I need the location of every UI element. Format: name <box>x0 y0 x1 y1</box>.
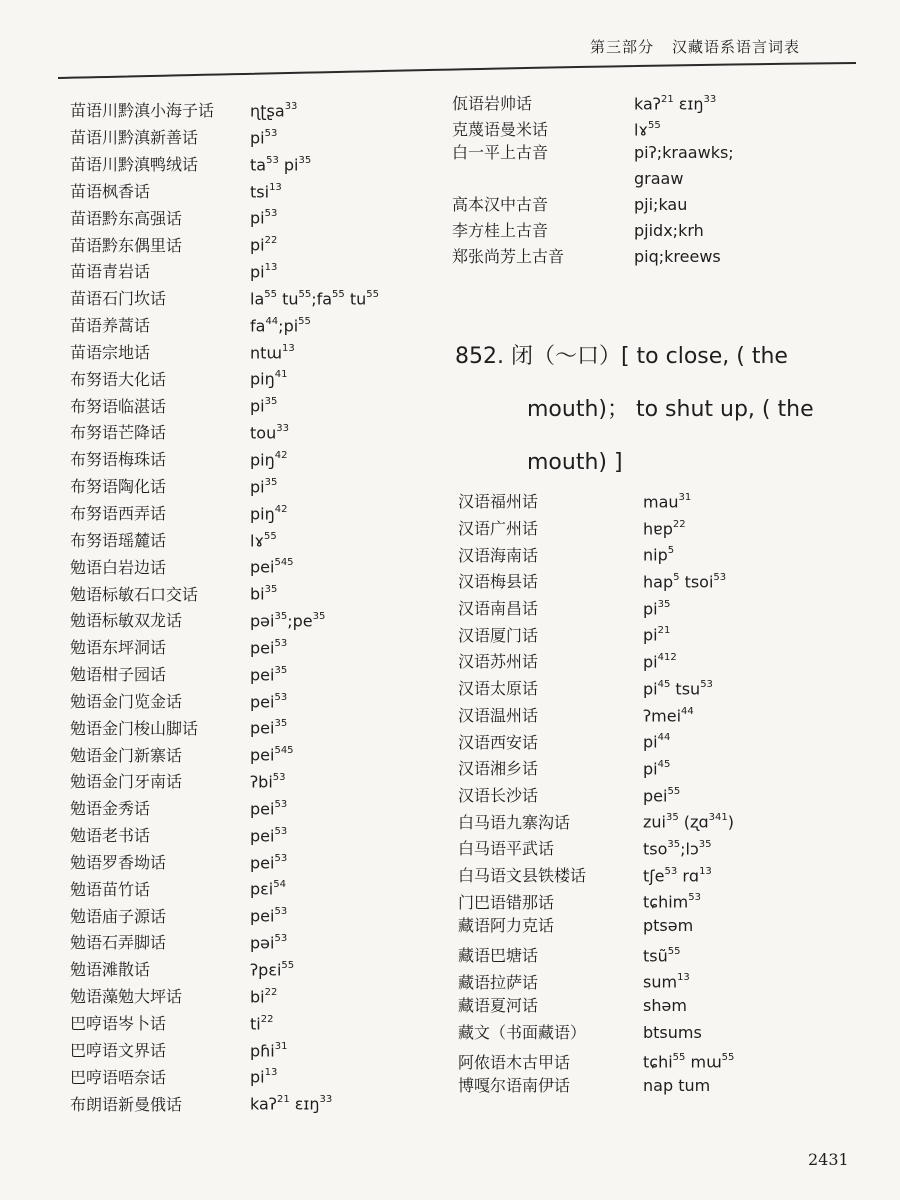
phonetic-form: hɐp$^{22}$ <box>643 518 686 539</box>
phonetic-form: kaʔ$^{21}$ ɛɪŋ$^{33}$ <box>634 94 717 114</box>
language-name: 汉语湘乡话 <box>458 759 539 779</box>
language-name: 巴哼语唔奈话 <box>70 1067 167 1087</box>
phonetic-form: pei$^{53}$ <box>250 691 288 711</box>
phonetic-form: mau$^{31}$ <box>643 492 692 512</box>
phonetic-form: $pi^{53}$ <box>250 127 278 148</box>
phonetic-form: $fa^{44};pi^{55}$ <box>250 315 311 336</box>
language-name: 高本汉中古音 <box>452 195 549 214</box>
list-item <box>452 244 872 270</box>
language-name: 勉语柑子园话 <box>70 665 167 685</box>
phonetic-form: pei$^{545}$ <box>250 557 294 577</box>
list-item <box>452 218 872 244</box>
phonetic-form: graaw <box>634 169 684 188</box>
language-name: 苗语宗地话 <box>70 342 151 362</box>
list-item <box>452 166 872 192</box>
phonetic-form: tsũ$^{55}$ <box>643 945 681 966</box>
list-item <box>70 149 430 176</box>
list-item <box>458 673 878 700</box>
list-item <box>458 753 878 780</box>
phonetic-form: pei$^{53}$ <box>250 906 288 926</box>
phonetic-form: $pi^{45}$ tsu$^{53}$ <box>643 678 713 699</box>
list-item <box>458 860 878 887</box>
phonetic-form: shəm <box>643 996 687 1016</box>
language-name: 白一平上古音 <box>452 143 549 162</box>
list-item <box>70 444 430 471</box>
list-item <box>70 873 430 900</box>
language-name: 勉语老书话 <box>70 826 151 846</box>
header-part: 第三部分 <box>590 38 655 56</box>
phonetic-form: piŋ$^{42}$ <box>250 503 288 523</box>
phonetic-form: $bi^{35}$ <box>250 584 278 604</box>
language-name: 苗语石门坎话 <box>70 289 167 309</box>
list-item <box>70 471 430 498</box>
list-item <box>458 780 878 807</box>
list-item <box>458 513 878 540</box>
list-item <box>458 833 878 860</box>
phonetic-form: pəi$^{53}$ <box>250 933 288 953</box>
list-item <box>458 886 878 913</box>
phonetic-form: $pi^{53}$ <box>250 208 278 228</box>
language-name: 汉语南昌话 <box>458 599 539 619</box>
language-name: 汉语苏州话 <box>458 652 539 672</box>
language-name: 汉语广州话 <box>458 519 539 539</box>
language-name: 布努语临湛话 <box>70 396 167 416</box>
list-item <box>458 486 878 513</box>
language-name: 克蔑语曼米话 <box>452 120 549 140</box>
phonetic-form: tso$^{35}$;lɔ$^{35}$ <box>643 838 712 859</box>
language-name: 白马语九寨沟话 <box>458 812 571 832</box>
phonetic-form: ntɯ$^{13}$ <box>250 342 295 362</box>
phonetic-form: pjidx;krh <box>634 221 704 240</box>
entry-number: 852. <box>455 344 504 369</box>
phonetic-form: $bi^{22}$ <box>250 986 278 1007</box>
list-item <box>70 202 430 229</box>
list-item <box>70 310 430 337</box>
list-item <box>70 927 430 954</box>
phonetic-form: piʔ;kraawks; <box>634 143 734 162</box>
language-name: 苗语青岩话 <box>70 262 151 282</box>
list-item <box>458 966 878 993</box>
phonetic-form: pji;kau <box>634 195 688 214</box>
language-name: 佤语岩帅话 <box>452 94 533 114</box>
list-item <box>458 993 878 1020</box>
list-item <box>70 981 430 1008</box>
language-name: 勉语金门梭山脚话 <box>70 718 199 738</box>
language-name: 勉语金秀话 <box>70 799 151 819</box>
language-name: 汉语温州话 <box>458 705 539 725</box>
list-item <box>70 632 430 659</box>
phonetic-form: ɳʈʂa$^{33}$ <box>250 101 298 121</box>
list-item <box>70 283 430 310</box>
phonetic-form: $ta^{53}$ $pi^{35}$ <box>250 154 312 175</box>
list-item <box>458 726 878 753</box>
language-name: 苗语川黔滇小海子话 <box>70 101 215 121</box>
running-header <box>590 36 890 57</box>
list-item <box>70 1008 430 1035</box>
phonetic-form: nap tum <box>643 1076 711 1096</box>
language-name: 博嘎尔语南伊话 <box>458 1076 571 1096</box>
phonetic-form: ptsəm <box>643 916 694 935</box>
phonetic-form: pei$^{53}$ <box>250 637 288 658</box>
list-item <box>70 417 430 444</box>
phonetic-form: hap$^5$ tsoi$^{53}$ <box>643 572 727 592</box>
language-name: 苗语黔东偶里话 <box>70 235 183 255</box>
list-item <box>458 646 878 673</box>
list-item <box>458 619 878 646</box>
phonetic-form: $pəi^{35};pe^{35}$ <box>250 611 326 631</box>
list-item <box>458 913 878 940</box>
language-name: 布努语芒降话 <box>70 423 167 443</box>
list-item <box>70 256 430 283</box>
page-number: 2431 <box>808 1150 849 1169</box>
language-name: 布努语陶化话 <box>70 477 167 497</box>
phonetic-form: pɛi$^{54}$ <box>250 879 286 899</box>
language-name: 藏文（书面藏语） <box>458 1022 587 1042</box>
list-item <box>70 525 430 552</box>
phonetic-form: $ti^{22}$ <box>250 1013 274 1034</box>
list-item <box>70 337 430 364</box>
phonetic-form: $pi^{35}$ <box>250 396 278 416</box>
entry-gloss-line3: mouth) ] <box>527 450 623 475</box>
list-item <box>70 793 430 820</box>
phonetic-form: tɕhi$^{55}$ mɯ$^{55}$ <box>643 1052 735 1072</box>
language-name: 汉语梅县话 <box>458 572 539 592</box>
phonetic-form: lɤ$^{55}$ <box>634 120 661 140</box>
phonetic-form: pei$^{35}$ <box>250 718 288 738</box>
list-item <box>70 176 430 203</box>
phonetic-form: pei$^{53}$ <box>250 852 288 872</box>
language-name: 白马语文县铁楼话 <box>458 865 587 885</box>
language-name: 藏语夏河话 <box>458 996 539 1016</box>
language-name: 布朗语新曼俄话 <box>70 1094 183 1114</box>
phonetic-form: tɕhim$^{53}$ <box>643 892 701 912</box>
language-name: 郑张尚芳上古音 <box>452 247 565 266</box>
language-name: 勉语藻勉大坪话 <box>70 987 183 1007</box>
phonetic-form: sum$^{13}$ <box>643 972 690 992</box>
language-name: 勉语东坪洞话 <box>70 638 167 658</box>
list-item <box>70 95 430 122</box>
phonetic-form: tsi$^{13}$ <box>250 181 282 201</box>
language-name: 藏语拉萨话 <box>458 972 539 992</box>
language-name: 勉语标敏石口交话 <box>70 584 199 604</box>
list-item <box>452 88 872 114</box>
language-name: 勉语白岩边话 <box>70 557 167 577</box>
language-name: 勉语罗香坳话 <box>70 852 167 872</box>
list-item <box>70 578 430 605</box>
language-name: 苗语川黔滇新善话 <box>70 128 199 148</box>
entry-gloss-line1: 闭（～口）[ to close, ( the <box>510 344 788 369</box>
phonetic-form: zui$^{35}$ (ʐɑ$^{341}$) <box>643 812 734 832</box>
language-name: 藏语阿力克话 <box>458 916 555 935</box>
list-item <box>452 192 872 218</box>
language-name: 勉语石弄脚话 <box>70 933 167 953</box>
phonetic-form: piŋ$^{41}$ <box>250 369 288 389</box>
language-name: 苗语川黔滇鸭绒话 <box>70 155 199 175</box>
right-column-bottom <box>458 486 878 1100</box>
list-item <box>458 806 878 833</box>
left-column <box>70 95 430 1115</box>
list-item <box>70 390 430 417</box>
phonetic-form: pei$^{53}$ <box>250 798 288 819</box>
language-name: 布努语梅珠话 <box>70 450 167 470</box>
list-item <box>70 1035 430 1062</box>
phonetic-form: piq;kreews <box>634 247 721 266</box>
list-item <box>70 766 430 793</box>
list-item <box>70 1088 430 1115</box>
language-name: 汉语长沙话 <box>458 785 539 805</box>
language-name: 布努语大化话 <box>70 369 167 389</box>
phonetic-form: lɤ$^{55}$ <box>250 530 277 550</box>
phonetic-form: ʔpɛi$^{55}$ <box>250 960 295 980</box>
language-name: 门巴语错那话 <box>458 892 555 912</box>
list-item <box>70 605 430 632</box>
language-name: 汉语太原话 <box>458 679 539 699</box>
list-item <box>458 593 878 620</box>
list-item <box>70 1061 430 1088</box>
list-item <box>458 1046 878 1073</box>
entry-heading <box>455 330 855 489</box>
language-name: 白马语平武话 <box>458 839 555 859</box>
list-item <box>452 114 872 140</box>
phonetic-form: btsums <box>643 1022 702 1042</box>
list-item <box>458 940 878 967</box>
language-name: 巴哼语岑卜话 <box>70 1014 167 1034</box>
language-name: 藏语巴塘话 <box>458 946 539 966</box>
phonetic-form: $pi^{21}$ <box>643 625 671 645</box>
header-title: 汉藏语系语言词表 <box>672 38 801 56</box>
phonetic-form: $pi^{44}$ <box>643 732 671 752</box>
phonetic-form: pei$^{35}$ <box>250 664 288 685</box>
list-item <box>458 539 878 566</box>
list-item <box>70 900 430 927</box>
list-item <box>70 122 430 149</box>
list-item <box>70 820 430 847</box>
phonetic-form: ʔbi$^{53}$ <box>250 772 286 792</box>
language-name: 汉语西安话 <box>458 732 539 752</box>
phonetic-form: $pi^{13}$ <box>250 262 278 282</box>
list-item <box>70 659 430 686</box>
right-column-top <box>452 88 872 270</box>
language-name: 苗语枫香话 <box>70 181 151 201</box>
phonetic-form: pei$^{545}$ <box>250 745 294 765</box>
language-name: 汉语海南话 <box>458 545 539 565</box>
list-item <box>70 551 430 578</box>
language-name: 苗语养蒿话 <box>70 316 151 336</box>
list-item <box>458 1073 878 1100</box>
list-item <box>70 739 430 766</box>
phonetic-form: tʃe$^{53}$ rɑ$^{13}$ <box>643 865 712 885</box>
phonetic-form: piŋ$^{42}$ <box>250 449 288 470</box>
phonetic-form: kaʔ$^{21}$ ɛɪŋ$^{33}$ <box>250 1094 333 1114</box>
list-item <box>70 498 430 525</box>
entry-gloss-line2: mouth)； to shut up, ( the <box>527 397 814 422</box>
language-name: 阿侬语木古甲话 <box>458 1052 571 1072</box>
language-name: 勉语滩散话 <box>70 960 151 980</box>
phonetic-form: $pi^{13}$ <box>250 1067 278 1087</box>
phonetic-form: $pi^{35}$ <box>643 598 671 619</box>
language-name: 布努语瑶麓话 <box>70 530 167 550</box>
language-name: 苗语黔东高强话 <box>70 208 183 228</box>
phonetic-form: $pi^{412}$ <box>643 652 677 672</box>
phonetic-form: nip$^5$ <box>643 545 675 565</box>
phonetic-form: ʔmei$^{44}$ <box>643 705 694 725</box>
phonetic-form: $pi^{45}$ <box>643 758 671 779</box>
phonetic-form: pei$^{55}$ <box>643 785 681 805</box>
language-name: 李方桂上古音 <box>452 221 549 240</box>
language-name: 汉语厦门话 <box>458 625 539 645</box>
list-item <box>70 686 430 713</box>
language-name: 勉语苗竹话 <box>70 879 151 899</box>
phonetic-form: $pi^{35}$ <box>250 476 278 497</box>
language-name: 勉语金门新寨话 <box>70 745 183 765</box>
language-name: 巴哼语文界话 <box>70 1040 167 1060</box>
header-rule <box>58 62 858 88</box>
language-name: 勉语金门牙南话 <box>70 772 183 792</box>
language-name: 勉语庙子源话 <box>70 906 167 926</box>
phonetic-form: pɦi$^{31}$ <box>250 1040 288 1060</box>
list-item <box>70 229 430 256</box>
phonetic-form: pei$^{53}$ <box>250 825 288 846</box>
language-name: 勉语标敏双龙话 <box>70 611 183 631</box>
list-item <box>70 847 430 874</box>
list-item <box>458 566 878 593</box>
list-item <box>458 1020 878 1047</box>
phonetic-form: $la^{55}$ $tu^{55};fa^{55}$ $tu^{55}$ <box>250 288 380 309</box>
list-item <box>458 700 878 727</box>
list-item <box>452 140 872 166</box>
phonetic-form: $pi^{22}$ <box>250 235 278 255</box>
language-name: 布努语西弄话 <box>70 503 167 523</box>
phonetic-form: tou$^{33}$ <box>250 423 289 443</box>
list-item <box>70 712 430 739</box>
list-item <box>70 363 430 390</box>
language-name: 汉语福州话 <box>458 492 539 512</box>
language-name: 勉语金门览金话 <box>70 691 183 711</box>
list-item <box>70 954 430 981</box>
